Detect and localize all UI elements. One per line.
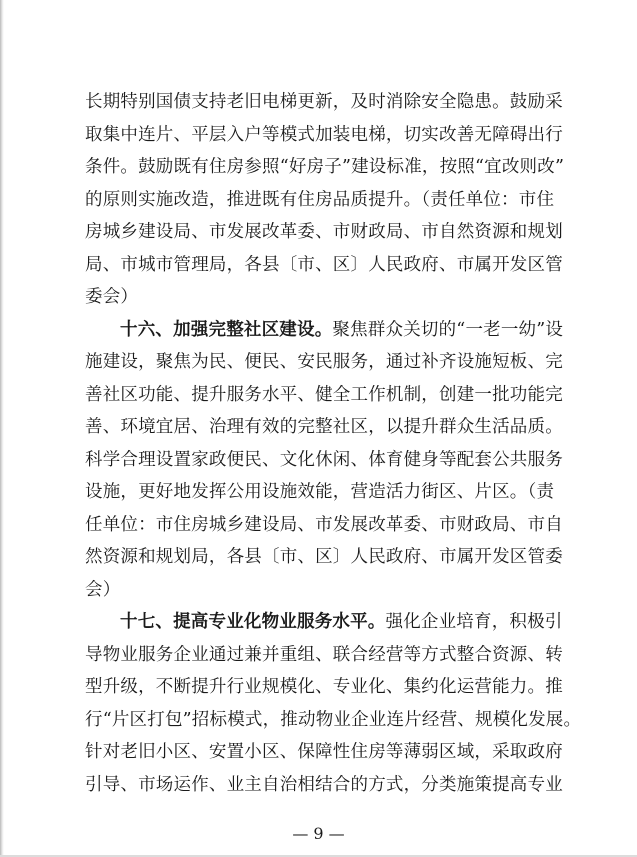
paragraph-section-16: [85, 314, 564, 607]
text-line: 设施，更好地发挥公用设施效能，营造活力街区、片区。（责: [85, 482, 555, 502]
section-heading-16: 十六、加强完整社区建设。: [120, 319, 333, 340]
text-run: 聚焦群众关切的“一老一幼”设: [332, 319, 564, 340]
text-line: 善社区功能、提升服务水平、健全工作机制，创建一批功能完: [85, 384, 563, 405]
text-line: 施建设，聚焦为民、便民、安民服务，通过补齐设施短板、完: [85, 352, 563, 372]
text-line: 引导、市场运作、业主自治相结合的方式，分类施策提高专业: [85, 774, 563, 795]
text-line: 局、市城市管理局，各县〔市、区〕人民政府、市属开发区管: [85, 254, 563, 275]
text-line: 长期特别国债支持老旧电梯更新，及时消除安全隐患。鼓励采: [85, 92, 563, 112]
section-heading-17: 十七、提高专业化物业服务水平。: [120, 612, 386, 632]
text-line: 房城乡建设局、市发展改革委、市财政局、市自然资源和规划: [85, 222, 563, 242]
text-line: 针对老旧小区、安置小区、保障性住房等薄弱区域，采取政府: [85, 742, 563, 762]
text-line: 委会）: [85, 287, 139, 307]
text-line: 取集中连片、平层入户等模式加装电梯，切实改善无障碍出行: [85, 124, 563, 145]
text-line: 科学合理设置家政便民、文化休闲、体育健身等配套公共服务: [85, 449, 563, 470]
paragraph-first-line: [85, 606, 563, 639]
page-number: — 9 —: [292, 824, 345, 843]
text-line: 的原则实施改造，推进既有住房品质提升。（责任单位：市住: [85, 189, 555, 210]
text-line: 会）: [85, 579, 121, 600]
text-run: 强化企业培育，积极引: [385, 612, 563, 632]
text-line: 行“片区打包”招标模式，推动物业企业连片经营、规模化发展。: [85, 709, 582, 730]
text-line: 条件。鼓励既有住房参照“好房子”建设标准，按照“宜改则改”: [85, 157, 565, 177]
page-edge-shadow: [0, 0, 4, 857]
paragraph-section-17: [85, 606, 582, 801]
text-line: 然资源和规划局，各县〔市、区〕人民政府、市属开发区管委: [85, 547, 563, 567]
text-line: 型升级，不断提升行业规模化、专业化、集约化运营能力。推: [85, 677, 563, 697]
text-line: 任单位：市住房城乡建设局、市发展改革委、市财政局、市自: [85, 514, 563, 535]
paragraph-continued: [85, 86, 565, 314]
text-line: 善、环境宜居、治理有效的完整社区，以提升群众生活品质。: [85, 417, 563, 437]
document-body: [85, 86, 582, 801]
paragraph-first-line: [85, 314, 564, 347]
text-line: 导物业服务企业通过兼并重组、联合经营等方式整合资源、转: [85, 644, 563, 665]
